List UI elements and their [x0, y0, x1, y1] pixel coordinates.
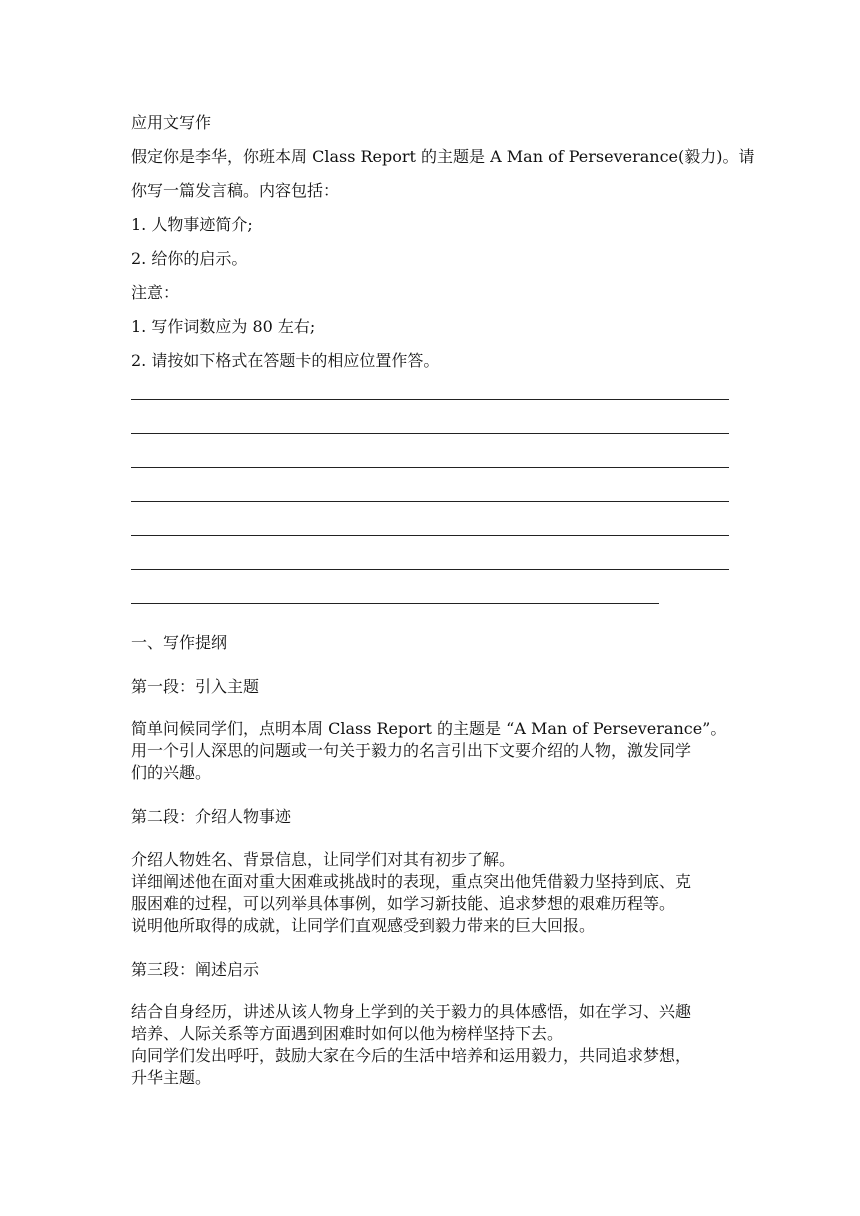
para1-title: 第一段：引入主题 — [131, 677, 260, 696]
prompt-line-2: 你写一篇发言稿。内容包括： — [131, 181, 340, 200]
content-item-2: 2. 给你的启示。 — [131, 249, 248, 268]
answer-line[interactable] — [131, 501, 729, 502]
note-item-1: 1. 写作词数应为 80 左右; — [131, 317, 316, 336]
para1-line: 们的兴趣。 — [131, 763, 212, 782]
note-label: 注意： — [131, 283, 180, 302]
para1-line: 简单问候同学们，点明本周 Class Report 的主题是 “A Man of Perseverance”。 — [131, 719, 727, 738]
para2-title: 第二段：介绍人物事迹 — [131, 807, 292, 826]
answer-line[interactable] — [131, 569, 729, 570]
answer-line[interactable] — [131, 433, 729, 434]
para3-line: 升华主题。 — [131, 1068, 212, 1087]
prompt-line-1: 假定你是李华，你班本周 Class Report 的主题是 A Man of Perseverance(毅力)。请 — [131, 147, 755, 166]
para1-line: 用一个引人深思的问题或一句关于毅力的名言引出下文要介绍的人物，激发同学 — [131, 741, 692, 760]
para3-line: 培养、人际关系等方面遇到困难时如何以他为榜样坚持下去。 — [131, 1024, 564, 1043]
para2-line: 说明他所取得的成就，让同学们直观感受到毅力带来的巨大回报。 — [131, 916, 596, 935]
para2-line: 详细阐述他在面对重大困难或挑战时的表现，重点突出他凭借毅力坚持到底、克 — [131, 872, 692, 891]
para1-text — [131, 718, 731, 784]
answer-line[interactable] — [131, 467, 729, 468]
answer-line[interactable] — [131, 603, 659, 604]
para2-line: 介绍人物姓名、背景信息，让同学们对其有初步了解。 — [131, 850, 516, 869]
content-item-1: 1. 人物事迹简介; — [131, 215, 253, 234]
para2-text — [131, 849, 731, 937]
answer-line[interactable] — [131, 399, 729, 400]
outline-title: 一、写作提纲 — [131, 633, 228, 652]
para2-line: 服困难的过程，可以列举具体事例，如学习新技能、追求梦想的艰难历程等。 — [131, 894, 676, 913]
note-item-2: 2. 请按如下格式在答题卡的相应位置作答。 — [131, 351, 440, 370]
para3-title: 第三段：阐述启示 — [131, 960, 260, 979]
task-heading: 应用文写作 — [131, 113, 212, 132]
para3-line: 结合自身经历，讲述从该人物身上学到的关于毅力的具体感悟，如在学习、兴趣 — [131, 1002, 692, 1021]
para3-text — [131, 1001, 731, 1089]
answer-line[interactable] — [131, 535, 729, 536]
para3-line: 向同学们发出呼吁，鼓励大家在今后的生活中培养和运用毅力，共同追求梦想， — [131, 1046, 692, 1065]
